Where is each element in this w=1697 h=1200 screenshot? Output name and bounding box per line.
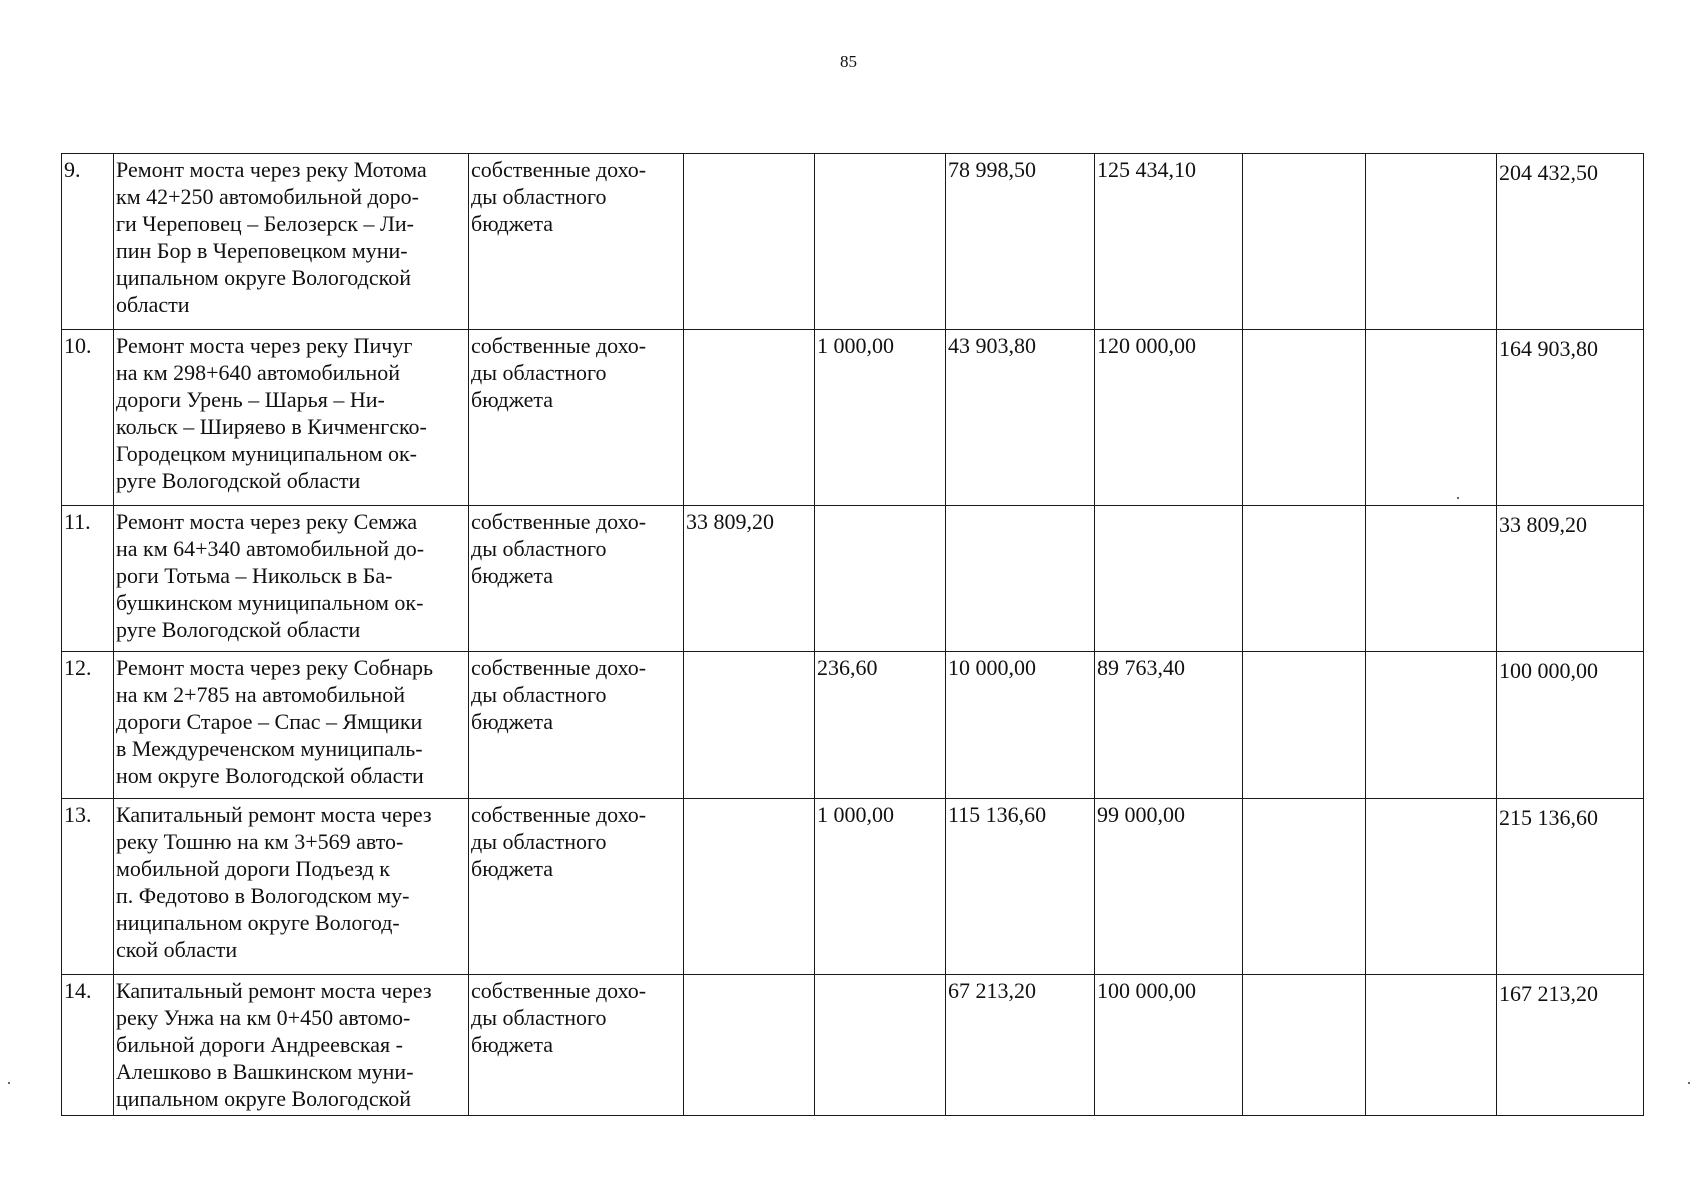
amount-cell <box>815 506 946 652</box>
funding-source-cell-line: ды областного <box>471 360 607 385</box>
object-name-cell <box>114 652 469 799</box>
object-name-cell-line: ниципальном округе Вологод- <box>116 910 400 935</box>
object-name-cell-line: мобильной дороги Подъезд к <box>116 856 390 881</box>
object-name-cell-line: ги Череповец – Белозерск – Ли- <box>116 211 414 236</box>
amount-cell <box>1366 330 1497 506</box>
funding-source-cell-line: бюджета <box>471 1032 554 1057</box>
object-name-cell-line: Городецком муниципальном ок- <box>116 441 418 466</box>
funding-source-cell-line: собственные дохо- <box>471 509 647 534</box>
amount-cell <box>1366 975 1497 1116</box>
row-number-cell: 11. <box>62 506 114 652</box>
object-name-cell <box>114 506 469 652</box>
object-name-cell-line: пин Бор в Череповецком муни- <box>116 238 408 263</box>
amount-cell <box>1243 799 1366 975</box>
amount-cell: 43 903,80 <box>946 330 1095 506</box>
object-name-cell-line: бушкинском муниципальном ок- <box>116 590 424 615</box>
table-row <box>62 506 1644 652</box>
amount-cell: 120 000,00 <box>1095 330 1243 506</box>
object-name-cell-line: Ремонт моста через реку Семжа <box>116 509 418 534</box>
amount-cell: 115 136,60 <box>946 799 1095 975</box>
amount-cell: 125 434,10 <box>1095 154 1243 330</box>
total-cell: 164 903,80 <box>1497 330 1644 506</box>
funding-source-cell-line: собственные дохо- <box>471 333 647 358</box>
object-name-cell-line: области <box>116 292 190 317</box>
funding-source-cell <box>469 799 684 975</box>
object-name-cell-line: реку Унжа на км 0+450 автомо- <box>116 1005 411 1030</box>
table-row <box>62 975 1644 1116</box>
object-name-cell-line: п. Федотово в Вологодском му- <box>116 883 410 908</box>
amount-cell: 89 763,40 <box>1095 652 1243 799</box>
table-row <box>62 652 1644 799</box>
total-cell: 215 136,60 <box>1497 799 1644 975</box>
funding-source-cell-line: бюджета <box>471 387 554 412</box>
funding-source-cell-line: бюджета <box>471 211 554 236</box>
amount-cell: 1 000,00 <box>815 799 946 975</box>
amount-cell <box>946 506 1095 652</box>
table-row <box>62 330 1644 506</box>
object-name-cell-line: ской области <box>116 937 238 962</box>
funding-source-cell <box>469 975 684 1116</box>
amount-cell: 1 000,00 <box>815 330 946 506</box>
funding-source-cell <box>469 154 684 330</box>
object-name-cell-line: руге Вологодской области <box>116 617 361 642</box>
amount-cell: 67 213,20 <box>946 975 1095 1116</box>
object-name-cell-line: на км 2+785 на автомобильной <box>116 682 406 707</box>
row-number-cell: 9. <box>62 154 114 330</box>
amount-cell <box>1243 154 1366 330</box>
table-row <box>62 799 1644 975</box>
object-name-cell <box>114 799 469 975</box>
object-name-cell-line: Ремонт моста через реку Собнарь <box>116 655 434 680</box>
object-name-cell <box>114 975 469 1116</box>
funding-source-cell <box>469 506 684 652</box>
scan-dot <box>1457 497 1459 499</box>
object-name-cell-line: ципальном округе Вологодской <box>116 1086 411 1111</box>
total-cell: 167 213,20 <box>1497 975 1644 1116</box>
scan-dot <box>8 1082 10 1084</box>
total-cell: 33 809,20 <box>1497 506 1644 652</box>
object-name-cell-line: Ремонт моста через реку Мотома <box>116 157 427 182</box>
amount-cell: 100 000,00 <box>1095 975 1243 1116</box>
object-name-cell-line: ном округе Вологодской области <box>116 763 424 788</box>
scan-dot <box>1688 1082 1690 1084</box>
funding-source-cell-line: собственные дохо- <box>471 978 647 1003</box>
amount-cell <box>1243 652 1366 799</box>
row-number-cell: 12. <box>62 652 114 799</box>
amount-cell <box>1243 330 1366 506</box>
amount-cell: 33 809,20 <box>684 506 815 652</box>
object-name-cell-line: роги Тотьма – Никольск в Ба- <box>116 563 393 588</box>
object-name-cell-line: дороги Старое – Спас – Ямщики <box>116 709 423 734</box>
object-name-cell-line: дороги Урень – Шарья – Ни- <box>116 387 385 412</box>
funding-source-cell-line: ды областного <box>471 682 607 707</box>
amount-cell <box>684 652 815 799</box>
object-name-cell <box>114 154 469 330</box>
funding-source-cell-line: бюджета <box>471 709 554 734</box>
amount-cell <box>815 154 946 330</box>
funding-source-cell-line: бюджета <box>471 856 554 881</box>
funding-source-cell <box>469 330 684 506</box>
object-name-cell-line: в Междуреченском муниципаль- <box>116 736 423 761</box>
object-name-cell-line: бильной дороги Андреевская - <box>116 1032 403 1057</box>
funding-source-cell <box>469 652 684 799</box>
amount-cell <box>1095 506 1243 652</box>
object-name-cell <box>114 330 469 506</box>
amount-cell: 99 000,00 <box>1095 799 1243 975</box>
object-name-cell-line: Капитальный ремонт моста через <box>116 802 432 827</box>
object-name-cell-line: ципальном округе Вологодской <box>116 265 411 290</box>
funding-source-cell-line: бюджета <box>471 563 554 588</box>
object-name-cell-line: Капитальный ремонт моста через <box>116 978 432 1003</box>
amount-cell <box>1366 506 1497 652</box>
object-name-cell-line: реку Тошню на км 3+569 авто- <box>116 829 404 854</box>
object-name-cell-line: на км 64+340 автомобильной до- <box>116 536 425 561</box>
budget-table <box>61 153 1644 1116</box>
amount-cell <box>684 799 815 975</box>
row-number-cell: 13. <box>62 799 114 975</box>
object-name-cell-line: кольск – Ширяево в Кичменгско- <box>116 414 427 439</box>
object-name-cell-line: км 42+250 автомобильной доро- <box>116 184 419 209</box>
object-name-cell-line: на км 298+640 автомобильной <box>116 360 401 385</box>
amount-cell <box>684 330 815 506</box>
amount-cell <box>815 975 946 1116</box>
total-cell: 100 000,00 <box>1497 652 1644 799</box>
row-number-cell: 14. <box>62 975 114 1116</box>
amount-cell <box>1243 975 1366 1116</box>
amount-cell <box>684 154 815 330</box>
amount-cell <box>1243 506 1366 652</box>
funding-source-cell-line: собственные дохо- <box>471 802 647 827</box>
funding-source-cell-line: ды областного <box>471 184 607 209</box>
amount-cell <box>1366 652 1497 799</box>
row-number-cell: 10. <box>62 330 114 506</box>
total-cell: 204 432,50 <box>1497 154 1644 330</box>
object-name-cell-line: Ремонт моста через реку Пичуг <box>116 333 413 358</box>
funding-source-cell-line: собственные дохо- <box>471 655 647 680</box>
amount-cell: 78 998,50 <box>946 154 1095 330</box>
page-number: 85 <box>840 52 857 71</box>
funding-source-cell-line: ды областного <box>471 829 607 854</box>
funding-source-cell-line: ды областного <box>471 1005 607 1030</box>
amount-cell <box>1366 799 1497 975</box>
amount-cell: 236,60 <box>815 652 946 799</box>
funding-source-cell-line: собственные дохо- <box>471 157 647 182</box>
amount-cell: 10 000,00 <box>946 652 1095 799</box>
funding-source-cell-line: ды областного <box>471 536 607 561</box>
object-name-cell-line: Алешково в Вашкинском муни- <box>116 1059 414 1084</box>
object-name-cell-line: руге Вологодской области <box>116 468 361 493</box>
table-row <box>62 154 1644 330</box>
amount-cell <box>684 975 815 1116</box>
amount-cell <box>1366 154 1497 330</box>
